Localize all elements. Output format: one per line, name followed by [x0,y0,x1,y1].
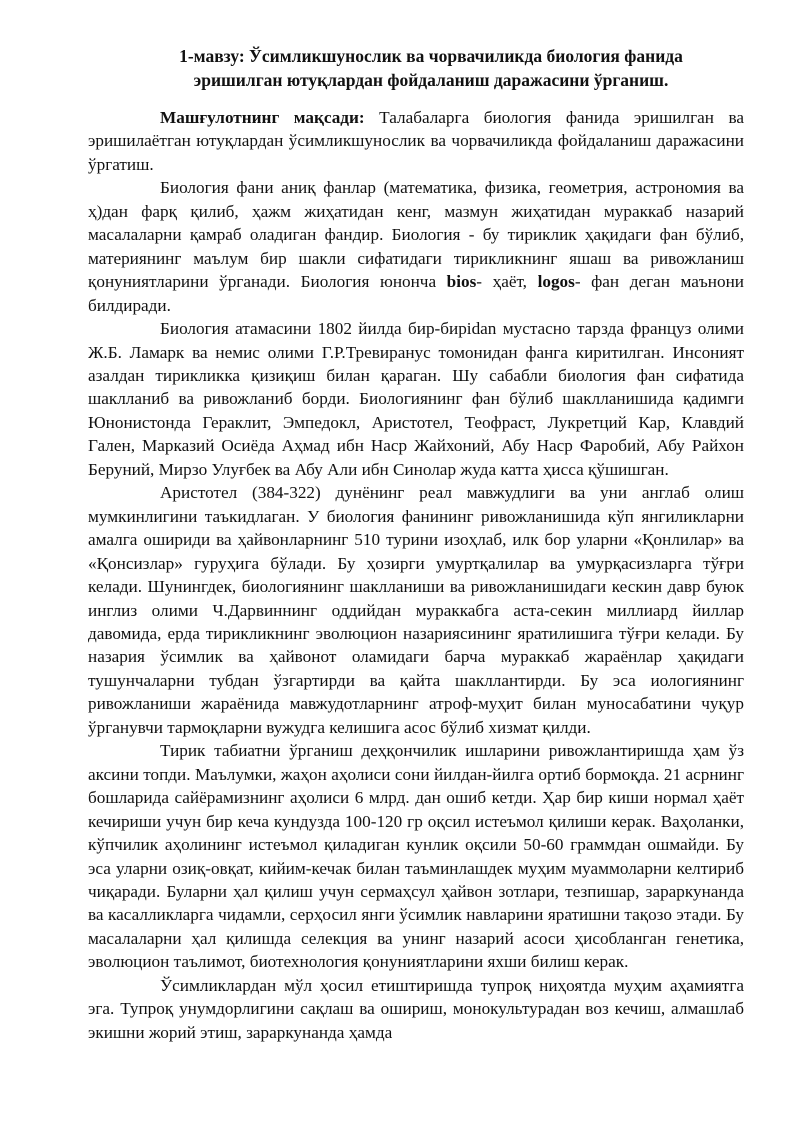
title-line-2: эришилган ютуқлардан фойдаланиш даражасини ўрганиш. [193,70,669,90]
goal-text: Талабаларга биология фанида эришилган ва эришилаётган ютуқлардан ўсимликшунослик ва чорвачиликда фойдаланиш даражасини ўргатиш. [88,108,744,174]
term-bios: bios [446,272,477,292]
paragraph-biology-history: Биология атамасини 1802 йилда бир-бирidan мустасно тарзда француз олими Ж.Б. Ламарк ва немис олими Г.Р.Тревиранус томонидан фанга киритилган. Инсоният азалдан тирикликка қизиқиш билан қараган. Шу сабабли биология фан сифатида шаклланиб ва ривожланиб борди. Биологиянинг фан бўлиб шаклланишида қадимги Юнонистонда Гераклит, Эмпедокл, Аристотел, Теофраст, Лукретций Кар, Клавдий Гален, Марказий Осиёда Аҳмад ибн Наср Жайхоний, Абу Наср Фаробий, Абу Райхон Беруний, Мирзо Улуғбек ва Абу Али ибн Синолар жуда катта ҳисса қўшишган. [88,319,744,479]
paragraph-soil: Ўсимликлардан мўл ҳосил етиштиришда тупроқ ниҳоятда муҳим аҳамиятга эга. Тупроқ унумдорлигини сақлаш ва ошириш, монокультурадан воз кечиш, алмашлаб экишни жорий этиш, зараркунанда ҳамда [88,975,744,1042]
term-logos: logos [537,272,575,292]
paragraph-aristotle: Аристотел (384-322) дунёнинг реал мавжудлиги ва уни англаб олиш мумкинлигини таъкидлаган. У биология фанининг ривожланишида кўп янгиликларни амалга ошириди ва ҳайвонларнинг 510 турини изоҳлаб, илк бор уларни «Қонлилар» ва «Қонсизлар» гуруҳига бўлади. Бу ҳозирги умуртқалилар ва умурқасизларга тўғри келади. Шунингдек, биологиянинг шаклланиши ва ривожланишидаги кескин давр буюк инглиз олими Ч.Дарвиннинг оддийдан мураккабга аста-секин миллиард йиллар давомида, ерда тирикликнинг эволюцион назариясининг яратилишига тўғри келади. Бу назария ўсимлик ва ҳайвонот оламидаги барча мураккаб жараёнлар ҳақидаги тушунчаларни тубдан ўзгартирди ва қайта шакллантирди. Бу эса иологиянинг ривожланиши жараёнида мавжудотларнинг атроф-муҳит билан муносабатини чуқур ўрганувчи тармоқларни вужудга келишига асос бўлиб хизмат қилди. [88,483,744,737]
paragraph-biology-definition [88,176,744,317]
title-line-1: 1-мавзу: Ўсимликшунослик ва чорвачиликда биология фанида [179,46,683,66]
p2-end: - фан деган маънони билдиради. [88,272,744,315]
paragraph-goal [88,106,744,176]
paragraph-agriculture: Тирик табиатни ўрганиш деҳқончилик ишларини ривожлантиришда ҳам ўз аксини топди. Маълумки, жаҳон аҳолиси сони йилдан-йилга ортиб бормоқда. 21 асрнинг бошларида сайёрамизнинг аҳолиси 6 млрд. дан ошиб кетди. Ҳар бир киши нормал ҳаёт кечириши учун бир кеча кундузда 100-120 гр оқсил истеъмол қилиши керак. Ваҳоланки, кўпчилик аҳолининг истеъмол қиладиган кунлик оқсили 50-60 граммдан ошмайди. Бу эса уларни озиқ-овқат, кийим-кечак билан таъминлашдек муҳим муаммоларни келтириб чиқаради. Буларни ҳал қилиш учун сермаҳсул ҳайвон зотлари, тезпишар, зараркунанда ва касалликларга чидамли, серҳосил янги ўсимлик навларини яратишни тақозо этади. Бу масалаларни ҳал қилишда селекция ва унинг назарий асоси ҳисобланган генетика, эволюцион таълимот, биотехнология қонуниятларини яхши билиш керак. [88,741,744,972]
document-page [88,44,744,1044]
p2-text: Биология фани аниқ фанлар (математика, физика, геометрия, астрономия ва ҳ)дан фарқ қилиб, ҳажм жиҳатидан кенг, мазмун жиҳатидан мураккаб назарий масалаларни қамраб оладиган фандир. Биология - бу тириклик ҳақидаги фан бўлиб, материянинг маълум бир шакли сифатидаги тирикликнинг яшаш ва ривожланиш қонуниятларини ўрганади. Биология юнонча [88,178,744,292]
p2-mid: - ҳаёт, [476,272,538,292]
document-title [88,44,744,92]
goal-label: Машғулотнинг мақсади: [160,108,365,127]
